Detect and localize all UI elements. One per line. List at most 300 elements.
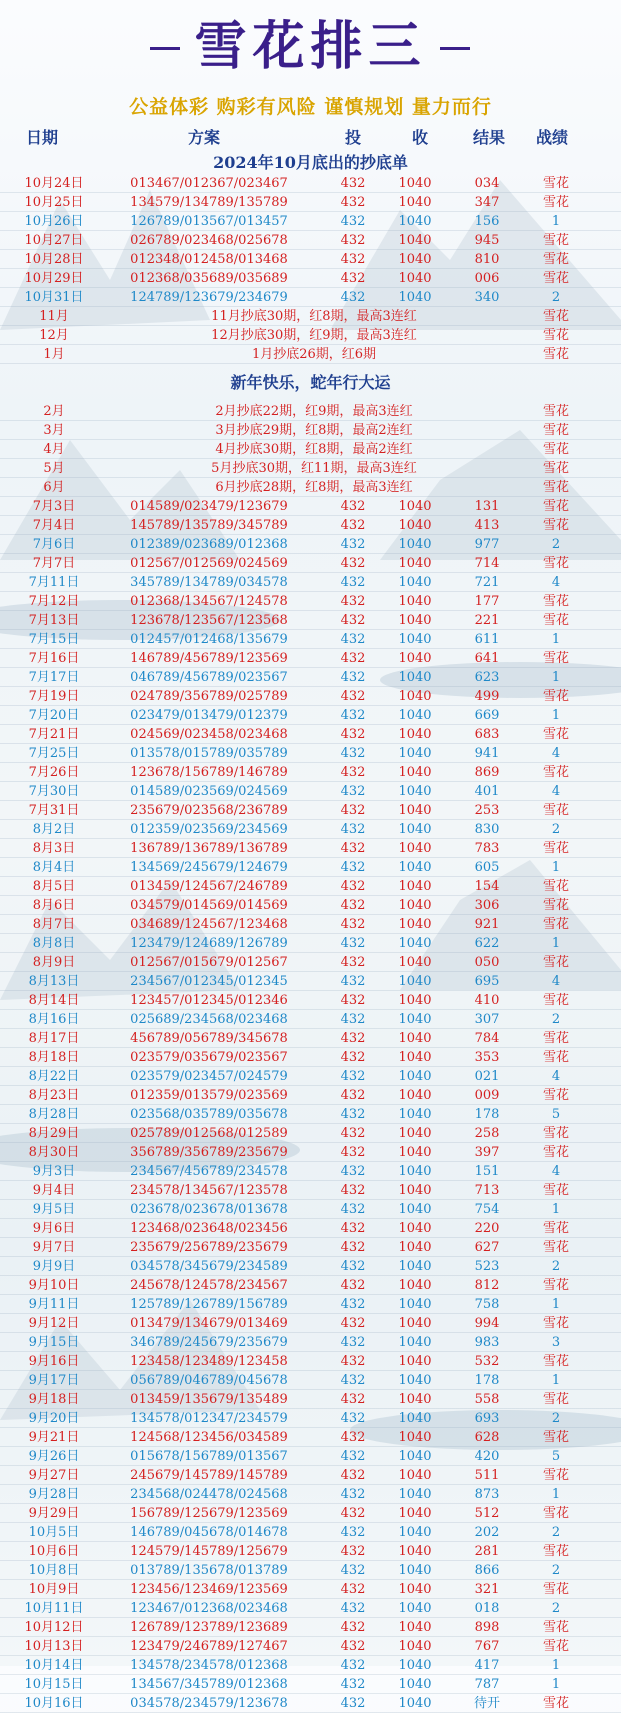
row-grade: 1 (551, 632, 561, 647)
row-plan: 235679/023568/236789 (130, 803, 288, 818)
row-bet: 432 (340, 689, 366, 704)
row-date: 7月19日 (28, 689, 80, 704)
row-date: 12月 (39, 328, 69, 343)
table-row (0, 763, 621, 782)
row-recv: 1040 (398, 1506, 432, 1521)
row-plan: 126789/123789/123689 (130, 1620, 288, 1635)
row-recv: 1040 (398, 1031, 432, 1046)
row-recv: 1040 (398, 1563, 432, 1578)
row-result: 410 (474, 993, 500, 1008)
row-recv: 1040 (398, 575, 432, 590)
row-recv: 1040 (398, 290, 432, 305)
table-row (0, 934, 621, 953)
row-grade: 雪花 (542, 271, 569, 286)
row-result: 669 (474, 708, 500, 723)
row-recv: 1040 (398, 613, 432, 628)
row-bet: 432 (340, 1506, 366, 1521)
row-date: 9月28日 (28, 1487, 80, 1502)
row-date: 7月15日 (28, 632, 80, 647)
row-bet: 432 (340, 746, 366, 761)
row-result: 783 (474, 841, 500, 856)
row-date: 7月25日 (28, 746, 80, 761)
row-date: 8月6日 (32, 898, 76, 913)
row-plan: 013789/135678/013789 (130, 1563, 288, 1578)
row-bet: 432 (340, 290, 366, 305)
row-bet: 432 (340, 1563, 366, 1578)
row-recv: 1040 (398, 1316, 432, 1331)
row-plan: 124579/145789/125679 (130, 1544, 288, 1559)
row-recv: 1040 (398, 974, 432, 989)
row-grade: 4 (551, 1069, 561, 1084)
row-grade: 1 (551, 1202, 561, 1217)
row-recv: 1040 (398, 594, 432, 609)
row-bet: 432 (340, 1658, 366, 1673)
row-result: 306 (474, 898, 500, 913)
row-recv: 1040 (398, 1354, 432, 1369)
row-result: 178 (474, 1107, 500, 1122)
row-date: 8月13日 (28, 974, 80, 989)
row-bet: 432 (340, 1639, 366, 1654)
row-grade: 雪花 (542, 613, 569, 628)
row-bet: 432 (340, 1278, 366, 1293)
row-date: 9月10日 (28, 1278, 80, 1293)
row-grade: 2 (551, 1012, 561, 1027)
row-result: 983 (474, 1335, 500, 1350)
row-grade: 雪花 (542, 480, 569, 495)
table-row (0, 1029, 621, 1048)
row-bet: 432 (340, 632, 366, 647)
row-date: 10月9日 (28, 1582, 80, 1597)
row-grade: 1 (551, 860, 561, 875)
row-bet: 432 (340, 613, 366, 628)
row-date: 9月18日 (28, 1392, 80, 1407)
row-plan: 356789/356789/235679 (130, 1145, 288, 1160)
row-result: 321 (474, 1582, 500, 1597)
row-plan: 134567/345789/012368 (130, 1677, 288, 1692)
row-result: 945 (474, 233, 500, 248)
table-row (0, 1580, 621, 1599)
row-plan: 023579/035679/023567 (130, 1050, 288, 1065)
row-bet: 432 (340, 860, 366, 875)
row-result: 810 (474, 252, 500, 267)
row-recv: 1040 (398, 860, 432, 875)
row-grade: 1 (551, 670, 561, 685)
table-row (0, 535, 621, 554)
row-date: 10月31日 (24, 290, 84, 305)
row-date: 8月14日 (28, 993, 80, 1008)
row-result: 523 (474, 1259, 500, 1274)
row-bet: 432 (340, 727, 366, 742)
row-grade: 雪花 (542, 1506, 569, 1521)
row-grade: 雪花 (542, 1088, 569, 1103)
row-grade: 雪花 (542, 328, 569, 343)
row-grade: 雪花 (542, 1145, 569, 1160)
row-bet: 432 (340, 195, 366, 210)
table-row (0, 1314, 621, 1333)
row-bet: 432 (340, 1183, 366, 1198)
row-bet: 432 (340, 233, 366, 248)
row-recv: 1040 (398, 879, 432, 894)
row-grade: 4 (551, 575, 561, 590)
row-recv: 1040 (398, 898, 432, 913)
row-recv: 1040 (398, 727, 432, 742)
row-summary: 1月抄底26期，红6期 (251, 347, 377, 362)
table-row (0, 1124, 621, 1143)
row-bet: 432 (340, 1069, 366, 1084)
row-result: 558 (474, 1392, 500, 1407)
row-recv: 1040 (398, 556, 432, 571)
row-recv: 1040 (398, 955, 432, 970)
row-grade: 2 (551, 1411, 561, 1426)
row-bet: 432 (340, 1126, 366, 1141)
row-date: 3月 (43, 423, 65, 438)
table-row (0, 915, 621, 934)
row-plan: 123456/123469/123569 (130, 1582, 288, 1597)
row-bet: 432 (340, 556, 366, 571)
row-bet: 432 (340, 1031, 366, 1046)
row-bet: 432 (340, 803, 366, 818)
row-grade: 雪花 (542, 1354, 569, 1369)
row-recv: 1040 (398, 1658, 432, 1673)
row-grade: 雪花 (542, 1639, 569, 1654)
row-grade: 雪花 (542, 1031, 569, 1046)
row-date: 8月8日 (32, 936, 76, 951)
row-recv: 1040 (398, 1487, 432, 1502)
row-date: 9月20日 (28, 1411, 80, 1426)
row-date: 10月24日 (24, 176, 84, 191)
row-plan: 014589/023479/123679 (130, 499, 288, 514)
row-plan: 012359/013579/023569 (130, 1088, 288, 1103)
row-bet: 432 (340, 537, 366, 552)
row-bet: 432 (340, 917, 366, 932)
header-plan: 方案 (188, 128, 221, 147)
table-row (0, 687, 621, 706)
row-recv: 1040 (398, 993, 432, 1008)
row-plan: 234567/456789/234578 (130, 1164, 288, 1179)
table-row (0, 1409, 621, 1428)
row-grade: 雪花 (542, 195, 569, 210)
row-recv: 1040 (398, 1107, 432, 1122)
row-result: 050 (474, 955, 500, 970)
row-recv: 1040 (398, 1069, 432, 1084)
row-plan: 156789/125679/123569 (130, 1506, 288, 1521)
row-bet: 432 (340, 252, 366, 267)
row-date: 10月12日 (24, 1620, 84, 1635)
row-recv: 1040 (398, 1221, 432, 1236)
table-row (0, 1561, 621, 1580)
table-row (0, 573, 621, 592)
row-plan: 013578/015789/035789 (130, 746, 288, 761)
row-grade: 雪花 (542, 1278, 569, 1293)
row-result: 784 (474, 1031, 500, 1046)
table-row (0, 459, 621, 478)
table-row (0, 1162, 621, 1181)
row-plan: 235679/256789/235679 (130, 1240, 288, 1255)
row-grade: 雪花 (542, 1430, 569, 1445)
row-result: 034 (474, 176, 500, 191)
table-row (0, 1200, 621, 1219)
row-date: 11月 (39, 309, 69, 324)
row-bet: 432 (340, 1240, 366, 1255)
row-date: 10月29日 (24, 271, 84, 286)
row-bet: 432 (340, 1620, 366, 1635)
row-date: 7月6日 (32, 537, 76, 552)
row-plan: 124789/123679/234679 (130, 290, 288, 305)
row-summary: 11月抄底30期，红8期，最高3连红 (211, 309, 417, 324)
table-row (0, 592, 621, 611)
table-row (0, 1181, 621, 1200)
row-date: 8月7日 (32, 917, 76, 932)
row-date: 7月20日 (28, 708, 80, 723)
table-row (0, 402, 621, 421)
row-date: 9月26日 (28, 1449, 80, 1464)
row-bet: 432 (340, 575, 366, 590)
row-recv: 1040 (398, 765, 432, 780)
row-grade: 雪花 (542, 1392, 569, 1407)
row-plan: 146789/045678/014678 (130, 1525, 288, 1540)
row-result: 623 (474, 670, 500, 685)
row-recv: 1040 (398, 518, 432, 533)
row-plan: 145789/135789/345789 (130, 518, 288, 533)
row-grade: 雪花 (542, 955, 569, 970)
table-row (0, 1618, 621, 1637)
row-bet: 432 (340, 594, 366, 609)
row-result: 866 (474, 1563, 500, 1578)
row-bet: 432 (340, 670, 366, 685)
row-plan: 012368/035689/035689 (130, 271, 288, 286)
row-grade: 1 (551, 214, 561, 229)
table-row (0, 972, 621, 991)
table-row (0, 1542, 621, 1561)
table-row (0, 1485, 621, 1504)
row-grade: 雪花 (542, 594, 569, 609)
table-row (0, 1333, 621, 1352)
row-date: 10月5日 (28, 1525, 80, 1540)
row-bet: 432 (340, 1050, 366, 1065)
row-recv: 1040 (398, 1525, 432, 1540)
row-date: 7月11日 (28, 575, 80, 590)
table-row (0, 991, 621, 1010)
row-bet: 432 (340, 974, 366, 989)
row-recv: 1040 (398, 1620, 432, 1635)
row-recv: 1040 (398, 1677, 432, 1692)
row-date: 8月30日 (28, 1145, 80, 1160)
header-grade: 战绩 (536, 128, 569, 147)
row-grade: 2 (551, 1563, 561, 1578)
row-recv: 1040 (398, 499, 432, 514)
page-title: 雪花排三 (194, 16, 427, 77)
row-recv: 1040 (398, 746, 432, 761)
table-row (0, 269, 621, 288)
row-grade: 雪花 (542, 461, 569, 476)
row-plan: 134569/245679/124679 (130, 860, 288, 875)
row-date: 8月23日 (28, 1088, 80, 1103)
row-result: 253 (474, 803, 500, 818)
row-bet: 432 (340, 1297, 366, 1312)
row-bet: 432 (340, 1221, 366, 1236)
row-date: 8月16日 (28, 1012, 80, 1027)
row-result: 641 (474, 651, 500, 666)
row-result: 131 (474, 499, 500, 514)
row-date: 9月29日 (28, 1506, 80, 1521)
row-result: 628 (474, 1430, 500, 1445)
row-bet: 432 (340, 1259, 366, 1274)
row-plan: 012389/023689/012368 (130, 537, 288, 552)
table-row (0, 668, 621, 687)
row-result: 347 (474, 195, 500, 210)
row-result: 499 (474, 689, 500, 704)
row-result: 767 (474, 1639, 500, 1654)
row-recv: 1040 (398, 1240, 432, 1255)
row-plan: 245679/145789/145789 (130, 1468, 288, 1483)
row-date: 8月5日 (32, 879, 76, 894)
row-grade: 1 (551, 1677, 561, 1692)
row-result: 627 (474, 1240, 500, 1255)
row-plan: 013459/124567/246789 (130, 879, 288, 894)
row-result: 869 (474, 765, 500, 780)
row-plan: 013459/135679/135489 (130, 1392, 288, 1407)
row-grade: 1 (551, 1658, 561, 1673)
row-grade: 雪花 (542, 765, 569, 780)
row-date: 9月11日 (28, 1297, 80, 1312)
row-bet: 432 (340, 1525, 366, 1540)
row-recv: 1040 (398, 1639, 432, 1654)
row-recv: 1040 (398, 708, 432, 723)
row-grade: 雪花 (542, 1696, 569, 1711)
row-bet: 432 (340, 1449, 366, 1464)
table-row (0, 1694, 621, 1713)
row-result: 154 (474, 879, 500, 894)
row-grade: 2 (551, 822, 561, 837)
row-grade: 雪花 (542, 233, 569, 248)
row-bet: 432 (340, 784, 366, 799)
row-date: 8月3日 (32, 841, 76, 856)
row-result: 873 (474, 1487, 500, 1502)
row-grade: 雪花 (542, 1126, 569, 1141)
row-date: 6月 (43, 480, 65, 495)
row-recv: 1040 (398, 1126, 432, 1141)
row-date: 7月3日 (32, 499, 76, 514)
row-plan: 034689/124567/123468 (130, 917, 288, 932)
row-recv: 1040 (398, 1582, 432, 1597)
table-row (0, 1257, 621, 1276)
table-row (0, 782, 621, 801)
header-result: 结果 (473, 128, 506, 147)
row-date: 8月29日 (28, 1126, 80, 1141)
table-row (0, 877, 621, 896)
row-plan: 134578/012347/234579 (130, 1411, 288, 1426)
row-plan: 034579/014569/014569 (130, 898, 288, 913)
row-bet: 432 (340, 708, 366, 723)
row-date: 10月14日 (24, 1658, 84, 1673)
row-recv: 1040 (398, 1373, 432, 1388)
table-row (0, 858, 621, 877)
row-result: 281 (474, 1544, 500, 1559)
row-grade: 4 (551, 746, 561, 761)
row-recv: 1040 (398, 195, 432, 210)
row-plan: 123467/012368/023468 (130, 1601, 288, 1616)
row-result: 693 (474, 1411, 500, 1426)
row-plan: 234567/012345/012345 (130, 974, 288, 989)
row-plan: 234578/134567/123578 (130, 1183, 288, 1198)
row-bet: 432 (340, 1335, 366, 1350)
row-result: 758 (474, 1297, 500, 1312)
row-recv: 1040 (398, 1050, 432, 1065)
row-date: 10月13日 (24, 1639, 84, 1654)
table-row (0, 478, 621, 497)
row-grade: 2 (551, 1601, 561, 1616)
row-bet: 432 (340, 1164, 366, 1179)
table-row (0, 1352, 621, 1371)
row-bet: 432 (340, 1582, 366, 1597)
table-row (0, 212, 621, 231)
row-date: 10月25日 (24, 195, 84, 210)
row-date: 7月30日 (28, 784, 80, 799)
row-date: 10月15日 (24, 1677, 84, 1692)
row-plan: 034578/345679/234589 (130, 1259, 288, 1274)
row-result: 018 (474, 1601, 500, 1616)
row-recv: 1040 (398, 233, 432, 248)
row-date: 1月 (43, 347, 65, 362)
row-grade: 雪花 (542, 252, 569, 267)
row-result: 258 (474, 1126, 500, 1141)
row-plan: 013479/134679/013469 (130, 1316, 288, 1331)
row-date: 4月 (43, 442, 65, 457)
row-grade: 雪花 (542, 499, 569, 514)
row-grade: 4 (551, 974, 561, 989)
row-plan: 346789/245679/235679 (130, 1335, 288, 1350)
row-plan: 046789/456789/023567 (130, 670, 288, 685)
row-date: 10月28日 (24, 252, 84, 267)
row-plan: 123678/156789/146789 (130, 765, 288, 780)
table-row (0, 1238, 621, 1257)
row-plan: 023479/013479/012379 (130, 708, 288, 723)
row-recv: 1040 (398, 252, 432, 267)
row-plan: 345789/134789/034578 (130, 575, 288, 590)
row-date: 9月17日 (28, 1373, 80, 1388)
row-result: 683 (474, 727, 500, 742)
row-recv: 1040 (398, 1297, 432, 1312)
row-result: 397 (474, 1145, 500, 1160)
row-plan: 123468/023648/023456 (130, 1221, 288, 1236)
table-row (0, 326, 621, 345)
row-result: 941 (474, 746, 500, 761)
row-date: 10月11日 (24, 1601, 84, 1616)
row-plan: 034578/234579/123678 (130, 1696, 288, 1711)
row-grade: 雪花 (542, 917, 569, 932)
row-bet: 432 (340, 1202, 366, 1217)
row-recv: 1040 (398, 689, 432, 704)
row-bet: 432 (340, 936, 366, 951)
row-bet: 432 (340, 1696, 366, 1711)
table-row (0, 1143, 621, 1162)
row-date: 8月2日 (32, 822, 76, 837)
table-row (0, 288, 621, 307)
row-date: 8月9日 (32, 955, 76, 970)
row-plan: 146789/456789/123569 (130, 651, 288, 666)
table-row (0, 1466, 621, 1485)
table-row (0, 174, 621, 193)
row-plan: 126789/013567/013457 (130, 214, 288, 229)
row-bet: 432 (340, 1430, 366, 1445)
row-result: 977 (474, 537, 500, 552)
header-bet: 投 (345, 128, 362, 147)
row-bet: 432 (340, 1354, 366, 1369)
table-row (0, 1599, 621, 1618)
row-grade: 雪花 (542, 309, 569, 324)
row-grade: 雪花 (542, 1582, 569, 1597)
row-recv: 1040 (398, 822, 432, 837)
